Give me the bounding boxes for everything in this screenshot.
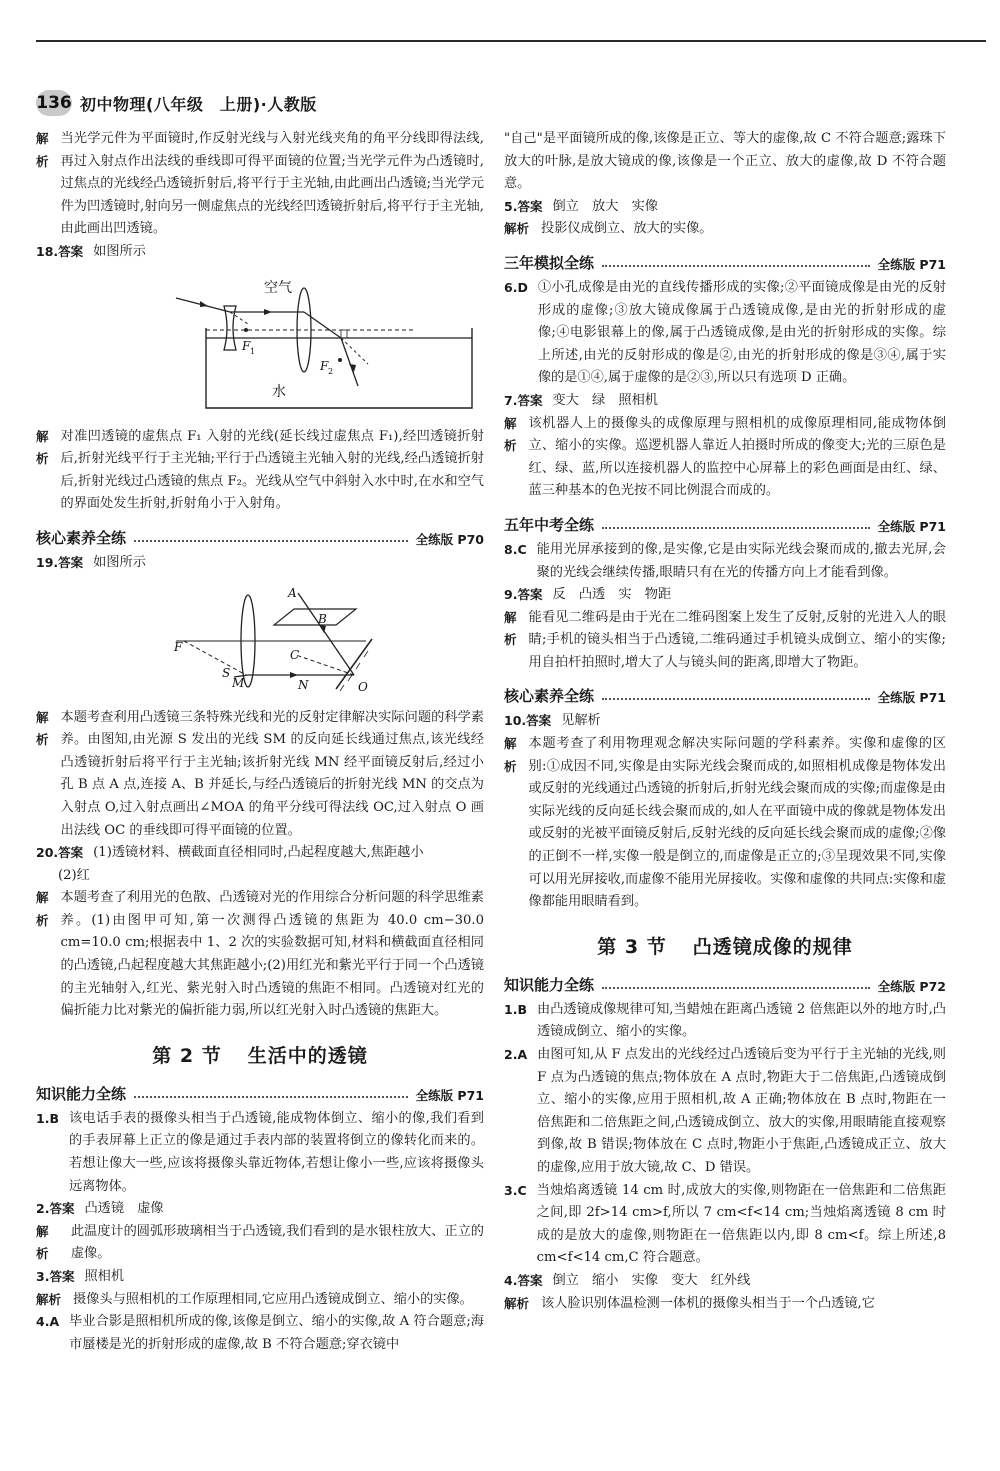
answer-text: 倒立 放大 实像: [552, 198, 658, 214]
water-label: 水: [272, 383, 286, 400]
right-column: [504, 128, 946, 1451]
question-number: 4.答案: [504, 1272, 543, 1288]
point-o-label: O: [358, 679, 368, 694]
q20-analysis: [36, 887, 484, 1023]
q8-item: [504, 539, 946, 584]
bar-ref: 全练版 P71: [877, 256, 946, 272]
answer-text: 反 凸透 实 物距: [552, 587, 672, 603]
q20-answer: [36, 842, 484, 865]
section-bar-core-literacy: [36, 522, 484, 548]
page-header: [36, 88, 317, 118]
question-number: 2.A: [504, 1047, 528, 1062]
svg-text:1: 1: [250, 346, 256, 356]
analysis-label: 解析: [504, 415, 517, 454]
question-number: 10.答案: [504, 713, 552, 729]
q7-analysis: [504, 413, 946, 503]
q2-answer: [36, 1198, 484, 1221]
r4-answer: [504, 1270, 946, 1293]
bar-ref: 全练版 P72: [877, 978, 946, 994]
q4-continued: "自己"是平面镜所成的像,该像是正立、等大的虚像,故 C 不符合题意;露珠下放大的叶脉,是放大镜成的像,该像是一个正立、放大的虚像,故 D 不符合题意。: [504, 131, 946, 192]
question-number: 4.A: [36, 1314, 60, 1330]
q19-analysis: [36, 707, 484, 843]
question-number: 9.答案: [504, 587, 543, 603]
analysis-label: 解析: [504, 609, 517, 648]
question-number: 5.答案: [504, 198, 543, 214]
analysis-label: 解析: [504, 221, 530, 237]
analysis-label: 解析: [36, 1291, 62, 1307]
header-rule: [36, 40, 986, 42]
r3-item: [504, 1180, 946, 1270]
analysis-text: 对准凹透镜的虚焦点 F₁ 入射的光线(延长线过虚焦点 F₁),经凹透镜折射后,折射光线平行于主光轴;平行于凸透镜主光轴入射的光线,经凸透镜折射后,折射光线过凸透镜的焦点 F₂。光线从空气中斜射入水中时,在水和空气的界面处发生折射,折射角小于入射角。: [60, 428, 484, 512]
focus-f-label: F: [174, 639, 183, 654]
question-number: 20.答案: [36, 845, 84, 861]
bar-ref: 全练版 P70: [415, 531, 484, 547]
q18-figure: [36, 268, 484, 422]
analysis-text: 此温度计的圆弧形玻璃相当于凸透镜,我们看到的是水银柱放大、正立的虚像。: [70, 1223, 484, 1262]
point-m-label: M: [232, 675, 245, 690]
answer-text: 如图所示: [93, 243, 146, 259]
q17-analysis: [36, 128, 484, 241]
q19-figure: [36, 579, 484, 703]
analysis-text: 该人脸识别体温检测一体机的摄像头相当于一个凸透镜,它: [541, 1295, 875, 1311]
answer-text: 凸透镜 虚像: [84, 1201, 164, 1217]
book-title: 初中物理(八年级 上册)·人教版: [80, 94, 317, 114]
question-number: 1.B: [504, 1001, 527, 1017]
q5-answer: [504, 196, 946, 219]
item-text: 当烛焰离透镜 14 cm 时,成放大的实像,则物距在一倍焦距和二倍焦距之间,即 2f>14 cm>f,所以 7 cm<f<14 cm;当烛焰离透镜 8 cm 时成的是放大的虚像,则物距在一倍焦距以内,即 8 cm<f。综上所述,8 cm<f<14 cm,C 符合题意。: [536, 1182, 946, 1266]
section-heading-3: 第 3 节 凸透镜成像的规律: [597, 935, 853, 958]
question-number: 2.答案: [36, 1201, 75, 1217]
bar-title: 三年模拟全练: [504, 253, 595, 272]
analysis-label: 解析: [36, 131, 49, 169]
section-bar-core-literacy-2: [504, 680, 946, 706]
q19-answer: [36, 552, 484, 575]
analysis-text: 该机器人上的摄像头的成像原理与照相机的成像原理相同,能成物体倒立、缩小的实像。巡逻机器人靠近人拍摄时所成的像变大;光的三原色是红、绿、蓝,所以连接机器人的监控中心屏幕上的彩色画面是由红、绿、蓝三种基本的色光按不同比例混合而成的。: [528, 415, 946, 499]
answer-text: 照相机: [84, 1269, 125, 1284]
bar-ref: 全练版 P71: [877, 690, 946, 706]
lens-diagram-air-water: [36, 268, 484, 418]
analysis-label: 解析: [504, 1295, 530, 1311]
analysis-label: 解析: [504, 736, 517, 774]
analysis-label: 解析: [36, 709, 49, 748]
bar-ref: 全练版 P71: [415, 1087, 484, 1103]
q10-analysis: [504, 733, 946, 914]
point-n-label: N: [298, 677, 309, 692]
bar-title: 知识能力全练: [504, 975, 595, 994]
q5-analysis: [504, 218, 946, 241]
q4-item: [36, 1311, 484, 1356]
section-bar-knowledge: [36, 1078, 484, 1104]
r2-item: [504, 1044, 946, 1180]
svg-text:2: 2: [328, 366, 334, 376]
question-number: 3.C: [504, 1182, 527, 1198]
question-number: 1.B: [36, 1110, 59, 1126]
answer-text: 变大 绿 照相机: [552, 392, 658, 408]
q18-analysis: [36, 426, 484, 516]
analysis-label: 解析: [36, 428, 49, 467]
q20-answer-2: (2)红: [58, 867, 90, 883]
q7-answer: [504, 390, 946, 413]
focus-f1-label: F: [242, 338, 251, 353]
analysis-text: 当光学元件为平面镜时,作反射光线与入射光线夹角的角平分线即得法线,再过入射点作出法线的垂线即可得平面镜的位置;当光学元件为凸透镜时,过焦点的光线经凸透镜折射后,将平行于主光轴,由此画出凸透镜;当光学元件为凹透镜时,射向另一侧虚焦点的光线经凹透镜折射后,将平行于主光轴,由此画出凹透镜。: [60, 131, 484, 237]
answer-text: (1)透镜材料、横截面直径相同时,凸起程度越大,焦距越小: [93, 845, 424, 861]
analysis-text: 本题考查了利用物理观念解决实际问题的学科素养。实像和虚像的区别:①成因不同,实像是由实际光线会聚而成的,如照相机成像是物体发出或反射的光线通过凸透镜的折射后,折射光线会聚而成的实像;而虚像是由实际光线的反向延长线会聚而成的,如人在平面镜中成的像就是物体发出或反射的光被平面镜反射后,反射光线的反向延长线会聚而成的虚像;②像的正倒不一样,实像一般是倒立的,而虚像是正立的;③呈现效果不同,实像可以用光屏接收,而虚像不能用光屏接收。实像和虚像的共同点:实像和虚像都能用眼睛看到。: [528, 736, 946, 910]
analysis-label: 解析: [36, 890, 49, 928]
q3-answer: [36, 1266, 484, 1289]
analysis-text: 能看见二维码是由于光在二维码图案上发生了反射,反射的光进入人的眼睛;手机的镜头相当于凸透镜,二维码通过手机镜头成倒立、缩小的实像;用自拍杆拍照时,增大了人与镜头间的距离,即增大了物距。: [528, 609, 946, 670]
section-bar-five-year: [504, 509, 946, 535]
question-number: 7.答案: [504, 392, 543, 408]
question-number: 6.D: [504, 279, 528, 295]
question-number: 3.答案: [36, 1269, 75, 1284]
bar-title: 知识能力全练: [36, 1084, 127, 1103]
q9-analysis: [504, 607, 946, 675]
q10-answer: [504, 710, 946, 733]
q3-analysis: [36, 1289, 484, 1312]
item-text: 能用光屏承接到的像,是实像,它是由实际光线会聚而成的,撤去光屏,会聚的光线会继续传播,眼睛只有在光的传播方向上才能看到像。: [536, 541, 946, 580]
r1-item: [504, 999, 946, 1044]
point-a-label: A: [288, 585, 297, 600]
section-bar-knowledge-2: [504, 969, 946, 995]
bar-title: 五年中考全练: [504, 515, 595, 534]
left-column: [36, 128, 484, 1451]
item-text: 由图可知,从 F 点发出的光线经过凸透镜后变为平行于主光轴的光线,则 F 点为凸透镜的焦点;物体放在 A 点时,物距大于二倍焦距,凸透镜成倒立、缩小的实像,应用于照相机,故 A 正确;物体放在 B 点时,物距在一倍焦距和二倍焦距之间,凸透镜成倒立、放大的实像,用眼睛能直接观察到像,故 B 错误;物体放在 C 点时,物距小于焦距,凸透镜成正立、放大的虚像,应用于放大镜,故 C、D 错误。: [537, 1047, 946, 1175]
analysis-label: 解析: [36, 1223, 49, 1262]
bar-title: 核心素养全练: [504, 687, 595, 706]
lens-mirror-diagram: [36, 579, 484, 699]
q1-item: [36, 1108, 484, 1198]
section-heading-2: 第 2 节 生活中的透镜: [152, 1044, 368, 1067]
analysis-text: 本题考查利用凸透镜三条特殊光线和光的反射定律解决实际问题的科学素养。由图知,由光源 S 发出的光线 SM 的反向延长线通过焦点,该光线经凸透镜折射后将平行于主光轴;该折射光线 MN 经平面镜反射后,经过小孔 B 点 A 点,连接 A、B 并延长,与经凸透镜后的折射光线 MN 的交点为入射点 O,过入射点画出∠MOA 的角平分线可得法线 OC,过入射点 O 画出法线 OC 的垂线即可得平面镜的位置。: [60, 709, 484, 838]
q18-answer: [36, 241, 484, 264]
answer-text: 如图所示: [93, 554, 146, 570]
point-b-label: B: [318, 611, 327, 626]
item-text: 该电话手表的摄像头相当于凸透镜,能成物体倒立、缩小的像,我们看到的手表屏幕上正立的像是通过手表内部的装置将倒立的像转化而来的。若想让像大一些,应该将摄像头靠近物体,若想让像小一些,应该将摄像头远离物体。: [68, 1110, 484, 1194]
analysis-text: 本题考查了利用光的色散、凸透镜对光的作用综合分析问题的科学思维素养。(1)由图甲可知,第一次测得凸透镜的焦距为 40.0 cm−30.0 cm=10.0 cm;根据表中 1、2 次的实验数据可知,材料和横截面直径相同的凸透镜,凸起程度越大其焦距越小;(2)用红光和紫光平行于同一个凸透镜的主光轴射入,红光、紫光射入时凸透镜的焦距不相同。凸透镜对红光的偏折能力比对紫光的偏折能力弱,所以红光射入时凸透镜的焦距大。: [60, 890, 484, 1019]
q2-analysis: [36, 1221, 484, 1266]
air-label: 空气: [264, 279, 292, 296]
item-text: ①小孔成像是由光的直线传播形成的实像;②平面镜成像是由光的反射形成的虚像;③放大镜成像属于凸透镜成像,是由光的折射形成的虚像;④电影银幕上的像,属于凸透镜成像,是由光的折射形成的实像。综上所述,由光的反射形成的像是②,由光的折射形成的像是③④,属于实像的是①④,属于虚像的是②③,所以只有选项 D 正确。: [537, 279, 946, 386]
bar-title: 核心素养全练: [36, 528, 127, 547]
bar-ref: 全练版 P71: [877, 518, 946, 534]
q9-answer: [504, 584, 946, 607]
answer-text: 见解析: [561, 713, 601, 729]
r4-analysis: [504, 1293, 946, 1316]
point-c-label: C: [290, 647, 300, 662]
analysis-text: 投影仪成倒立、放大的实像。: [541, 221, 713, 237]
source-s-label: S: [222, 665, 231, 680]
answer-text: 倒立 缩小 实像 变大 红外线: [552, 1272, 751, 1288]
focus-f2-label: F: [320, 358, 329, 373]
analysis-text: 摄像头与照相机的工作原理相同,它应用凸透镜成倒立、缩小的实像。: [73, 1291, 473, 1307]
item-text: 由凸透镜成像规律可知,当蜡烛在距离凸透镜 2 倍焦距以外的地方时,凸透镜成倒立、缩小的实像。: [536, 1001, 946, 1040]
item-text: 毕业合影是照相机所成的像,该像是倒立、缩小的实像,故 A 符合题意;海市蜃楼是光的折射形成的虚像,故 B 不符合题意;穿衣镜中: [69, 1314, 484, 1352]
question-number: 18.答案: [36, 243, 84, 259]
question-number: 19.答案: [36, 554, 84, 570]
q6-item: [504, 277, 946, 390]
section-bar-three-year: [504, 247, 946, 273]
page-number: 136: [36, 90, 72, 116]
question-number: 8.C: [504, 541, 527, 557]
